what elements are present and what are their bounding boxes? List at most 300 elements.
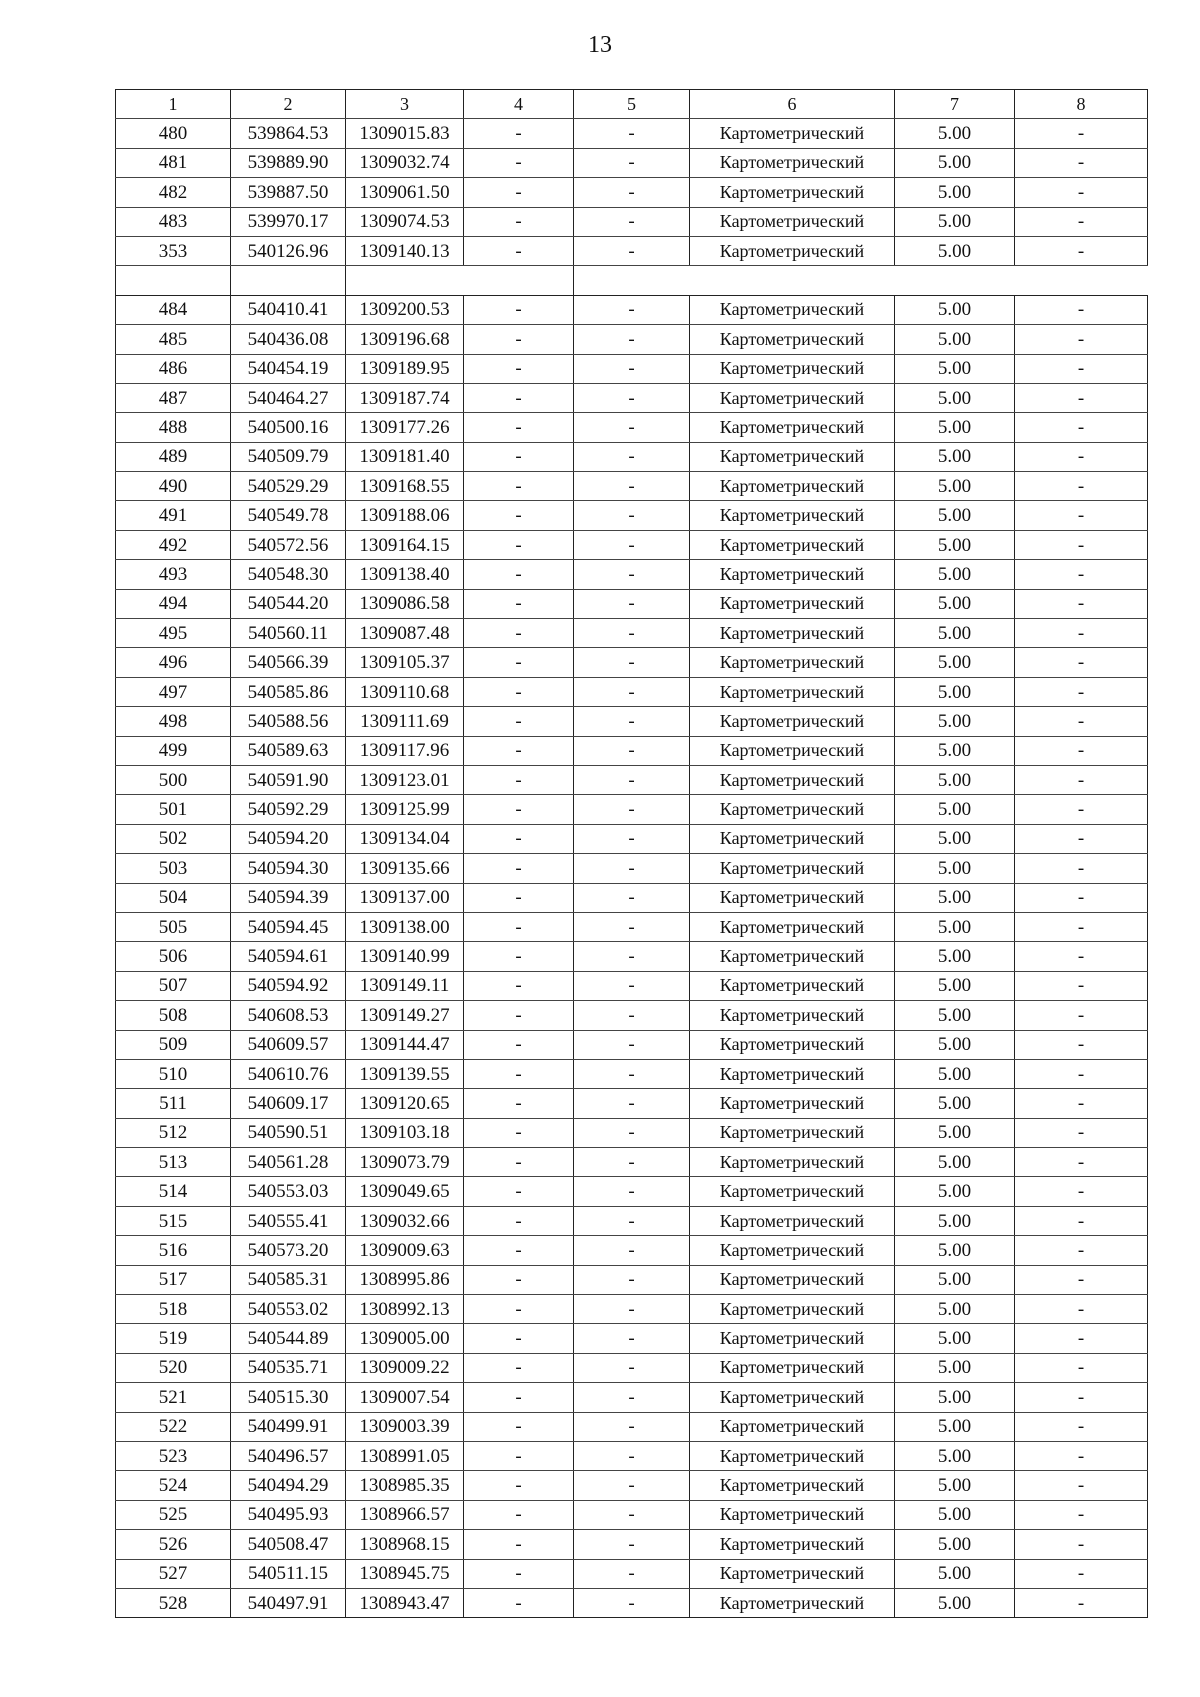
table-row [116,1441,1148,1470]
table-row [116,442,1148,471]
point-number-cell: 500 [116,765,231,794]
method-cell: Картометрический [690,1530,895,1559]
col-5-cell: - [574,854,690,883]
separator-cell [574,266,1148,295]
x-coordinate-cell: 540585.31 [231,1265,346,1294]
separator-row [116,266,1148,295]
col-8-cell: - [1015,824,1148,853]
col-5-cell: - [574,795,690,824]
method-cell: Картометрический [690,1441,895,1470]
col-5-cell: - [574,912,690,941]
col-4-cell: - [464,707,574,736]
col-4-cell: - [464,1177,574,1206]
col-8-cell: - [1015,1059,1148,1088]
col-5-cell: - [574,1383,690,1412]
table-row [116,1148,1148,1177]
point-number-cell: 353 [116,236,231,265]
column-header-2: 2 [231,90,346,119]
y-coordinate-cell: 1309189.95 [346,354,464,383]
table-row [116,178,1148,207]
table-row [116,589,1148,618]
y-coordinate-cell: 1309074.53 [346,207,464,236]
point-number-cell: 509 [116,1030,231,1059]
x-coordinate-cell: 540594.92 [231,971,346,1000]
table-row [116,1412,1148,1441]
point-number-cell: 521 [116,1383,231,1412]
accuracy-cell: 5.00 [895,736,1015,765]
x-coordinate-cell: 540608.53 [231,1001,346,1030]
col-5-cell: - [574,1324,690,1353]
point-number-cell: 491 [116,501,231,530]
column-header-1: 1 [116,90,231,119]
table-row [116,207,1148,236]
col-8-cell: - [1015,413,1148,442]
method-cell: Картометрический [690,1412,895,1441]
col-8-cell: - [1015,736,1148,765]
col-8-cell: - [1015,1530,1148,1559]
table-row [116,530,1148,559]
table-row [116,1353,1148,1382]
method-cell: Картометрический [690,1030,895,1059]
col-8-cell: - [1015,119,1148,148]
x-coordinate-cell: 540495.93 [231,1500,346,1529]
col-5-cell: - [574,648,690,677]
col-4-cell: - [464,1441,574,1470]
col-5-cell: - [574,1471,690,1500]
accuracy-cell: 5.00 [895,442,1015,471]
point-number-cell: 501 [116,795,231,824]
x-coordinate-cell: 540553.02 [231,1295,346,1324]
col-5-cell: - [574,677,690,706]
accuracy-cell: 5.00 [895,1059,1015,1088]
col-8-cell: - [1015,178,1148,207]
col-5-cell: - [574,942,690,971]
point-number-cell: 490 [116,472,231,501]
table-row [116,383,1148,412]
method-cell: Картометрический [690,501,895,530]
accuracy-cell: 5.00 [895,1177,1015,1206]
accuracy-cell: 5.00 [895,1500,1015,1529]
y-coordinate-cell: 1309117.96 [346,736,464,765]
x-coordinate-cell: 540592.29 [231,795,346,824]
table-row [116,971,1148,1000]
point-number-cell: 514 [116,1177,231,1206]
accuracy-cell: 5.00 [895,236,1015,265]
x-coordinate-cell: 540509.79 [231,442,346,471]
table-row [116,1089,1148,1118]
col-4-cell: - [464,1471,574,1500]
col-8-cell: - [1015,1353,1148,1382]
method-cell: Картометрический [690,442,895,471]
table-row [116,325,1148,354]
table-row [116,883,1148,912]
col-8-cell: - [1015,1412,1148,1441]
accuracy-cell: 5.00 [895,1030,1015,1059]
table-row [116,1588,1148,1617]
col-4-cell: - [464,119,574,148]
accuracy-cell: 5.00 [895,207,1015,236]
x-coordinate-cell: 540590.51 [231,1118,346,1147]
col-5-cell: - [574,589,690,618]
method-cell: Картометрический [690,707,895,736]
col-5-cell: - [574,1177,690,1206]
y-coordinate-cell: 1309181.40 [346,442,464,471]
x-coordinate-cell: 540585.86 [231,677,346,706]
point-number-cell: 507 [116,971,231,1000]
point-number-cell: 505 [116,912,231,941]
separator-cell [231,266,346,295]
col-5-cell: - [574,119,690,148]
y-coordinate-cell: 1309032.74 [346,148,464,177]
method-cell: Картометрический [690,677,895,706]
accuracy-cell: 5.00 [895,589,1015,618]
coordinates-table [115,89,1148,1618]
point-number-cell: 522 [116,1412,231,1441]
col-8-cell: - [1015,1500,1148,1529]
col-4-cell: - [464,472,574,501]
method-cell: Картометрический [690,912,895,941]
accuracy-cell: 5.00 [895,971,1015,1000]
y-coordinate-cell: 1309177.26 [346,413,464,442]
y-coordinate-cell: 1309187.74 [346,383,464,412]
point-number-cell: 518 [116,1295,231,1324]
y-coordinate-cell: 1309134.04 [346,824,464,853]
x-coordinate-cell: 540594.20 [231,824,346,853]
y-coordinate-cell: 1309105.37 [346,648,464,677]
col-8-cell: - [1015,677,1148,706]
col-4-cell: - [464,971,574,1000]
y-coordinate-cell: 1309125.99 [346,795,464,824]
col-4-cell: - [464,1236,574,1265]
column-header-7: 7 [895,90,1015,119]
accuracy-cell: 5.00 [895,1588,1015,1617]
col-8-cell: - [1015,501,1148,530]
x-coordinate-cell: 540544.20 [231,589,346,618]
method-cell: Картометрический [690,236,895,265]
y-coordinate-cell: 1309140.99 [346,942,464,971]
table-row [116,1001,1148,1030]
col-5-cell: - [574,178,690,207]
accuracy-cell: 5.00 [895,295,1015,324]
table-row [116,119,1148,148]
point-number-cell: 516 [116,1236,231,1265]
x-coordinate-cell: 540410.41 [231,295,346,324]
col-5-cell: - [574,383,690,412]
col-4-cell: - [464,413,574,442]
col-8-cell: - [1015,1559,1148,1588]
col-4-cell: - [464,442,574,471]
point-number-cell: 513 [116,1148,231,1177]
method-cell: Картометрический [690,148,895,177]
col-4-cell: - [464,912,574,941]
col-4-cell: - [464,942,574,971]
point-number-cell: 497 [116,677,231,706]
y-coordinate-cell: 1309196.68 [346,325,464,354]
method-cell: Картометрический [690,413,895,442]
col-8-cell: - [1015,1206,1148,1235]
col-4-cell: - [464,1030,574,1059]
col-8-cell: - [1015,1295,1148,1324]
accuracy-cell: 5.00 [895,119,1015,148]
col-5-cell: - [574,236,690,265]
table-row [116,295,1148,324]
x-coordinate-cell: 540591.90 [231,765,346,794]
method-cell: Картометрический [690,560,895,589]
point-number-cell: 520 [116,1353,231,1382]
y-coordinate-cell: 1309138.40 [346,560,464,589]
col-4-cell: - [464,1530,574,1559]
col-4-cell: - [464,148,574,177]
accuracy-cell: 5.00 [895,824,1015,853]
col-4-cell: - [464,589,574,618]
x-coordinate-cell: 540548.30 [231,560,346,589]
point-number-cell: 525 [116,1500,231,1529]
accuracy-cell: 5.00 [895,1471,1015,1500]
y-coordinate-cell: 1309123.01 [346,765,464,794]
col-4-cell: - [464,619,574,648]
x-coordinate-cell: 540594.39 [231,883,346,912]
col-5-cell: - [574,325,690,354]
x-coordinate-cell: 540126.96 [231,236,346,265]
col-4-cell: - [464,1148,574,1177]
col-8-cell: - [1015,1588,1148,1617]
method-cell: Картометрический [690,1383,895,1412]
table-row [116,707,1148,736]
table-row [116,1236,1148,1265]
accuracy-cell: 5.00 [895,648,1015,677]
accuracy-cell: 5.00 [895,383,1015,412]
y-coordinate-cell: 1309009.63 [346,1236,464,1265]
point-number-cell: 487 [116,383,231,412]
x-coordinate-cell: 540549.78 [231,501,346,530]
y-coordinate-cell: 1309073.79 [346,1148,464,1177]
col-5-cell: - [574,413,690,442]
col-4-cell: - [464,1353,574,1382]
y-coordinate-cell: 1309144.47 [346,1030,464,1059]
table-row [116,1030,1148,1059]
point-number-cell: 483 [116,207,231,236]
accuracy-cell: 5.00 [895,795,1015,824]
point-number-cell: 492 [116,530,231,559]
table-row [116,472,1148,501]
col-8-cell: - [1015,619,1148,648]
method-cell: Картометрический [690,1236,895,1265]
method-cell: Картометрический [690,795,895,824]
col-4-cell: - [464,736,574,765]
method-cell: Картометрический [690,295,895,324]
col-8-cell: - [1015,148,1148,177]
col-5-cell: - [574,1353,690,1382]
col-4-cell: - [464,883,574,912]
col-4-cell: - [464,648,574,677]
point-number-cell: 510 [116,1059,231,1088]
point-number-cell: 526 [116,1530,231,1559]
x-coordinate-cell: 540553.03 [231,1177,346,1206]
point-number-cell: 524 [116,1471,231,1500]
accuracy-cell: 5.00 [895,413,1015,442]
col-4-cell: - [464,1206,574,1235]
table-row [116,501,1148,530]
point-number-cell: 506 [116,942,231,971]
table-row [116,236,1148,265]
accuracy-cell: 5.00 [895,1324,1015,1353]
x-coordinate-cell: 540535.71 [231,1353,346,1382]
point-number-cell: 528 [116,1588,231,1617]
table-row [116,1530,1148,1559]
y-coordinate-cell: 1309139.55 [346,1059,464,1088]
col-5-cell: - [574,1148,690,1177]
y-coordinate-cell: 1309138.00 [346,912,464,941]
col-8-cell: - [1015,354,1148,383]
accuracy-cell: 5.00 [895,677,1015,706]
point-number-cell: 481 [116,148,231,177]
method-cell: Картометрический [690,1118,895,1147]
point-number-cell: 527 [116,1559,231,1588]
col-8-cell: - [1015,442,1148,471]
point-number-cell: 489 [116,442,231,471]
col-4-cell: - [464,677,574,706]
table-row [116,1295,1148,1324]
method-cell: Картометрический [690,765,895,794]
col-4-cell: - [464,236,574,265]
col-8-cell: - [1015,707,1148,736]
col-4-cell: - [464,1118,574,1147]
col-5-cell: - [574,442,690,471]
y-coordinate-cell: 1309135.66 [346,854,464,883]
accuracy-cell: 5.00 [895,1530,1015,1559]
y-coordinate-cell: 1309149.11 [346,971,464,1000]
col-4-cell: - [464,1412,574,1441]
x-coordinate-cell: 540499.91 [231,1412,346,1441]
point-number-cell: 517 [116,1265,231,1294]
method-cell: Картометрический [690,854,895,883]
col-8-cell: - [1015,1471,1148,1500]
accuracy-cell: 5.00 [895,883,1015,912]
col-5-cell: - [574,824,690,853]
page-number: 13 [588,32,612,58]
x-coordinate-cell: 539889.90 [231,148,346,177]
col-5-cell: - [574,1265,690,1294]
col-5-cell: - [574,148,690,177]
accuracy-cell: 5.00 [895,1236,1015,1265]
method-cell: Картометрический [690,619,895,648]
col-4-cell: - [464,1383,574,1412]
col-4-cell: - [464,1265,574,1294]
col-8-cell: - [1015,1383,1148,1412]
x-coordinate-cell: 540588.56 [231,707,346,736]
col-5-cell: - [574,1089,690,1118]
col-5-cell: - [574,707,690,736]
table-row [116,824,1148,853]
accuracy-cell: 5.00 [895,472,1015,501]
method-cell: Картометрический [690,383,895,412]
y-coordinate-cell: 1309111.69 [346,707,464,736]
accuracy-cell: 5.00 [895,1089,1015,1118]
y-coordinate-cell: 1309164.15 [346,530,464,559]
col-4-cell: - [464,325,574,354]
x-coordinate-cell: 540454.19 [231,354,346,383]
point-number-cell: 511 [116,1089,231,1118]
col-4-cell: - [464,560,574,589]
point-number-cell: 486 [116,354,231,383]
method-cell: Картометрический [690,1177,895,1206]
method-cell: Картометрический [690,178,895,207]
table-row [116,912,1148,941]
method-cell: Картометрический [690,1265,895,1294]
point-number-cell: 498 [116,707,231,736]
col-8-cell: - [1015,1148,1148,1177]
col-4-cell: - [464,383,574,412]
col-8-cell: - [1015,912,1148,941]
x-coordinate-cell: 540508.47 [231,1530,346,1559]
method-cell: Картометрический [690,1089,895,1118]
accuracy-cell: 5.00 [895,912,1015,941]
accuracy-cell: 5.00 [895,1206,1015,1235]
method-cell: Картометрический [690,736,895,765]
y-coordinate-cell: 1309005.00 [346,1324,464,1353]
table-row [116,765,1148,794]
y-coordinate-cell: 1308991.05 [346,1441,464,1470]
method-cell: Картометрический [690,883,895,912]
point-number-cell: 496 [116,648,231,677]
table-row [116,1500,1148,1529]
method-cell: Картометрический [690,1353,895,1382]
col-5-cell: - [574,501,690,530]
column-header-8: 8 [1015,90,1148,119]
col-8-cell: - [1015,1236,1148,1265]
x-coordinate-cell: 540609.17 [231,1089,346,1118]
col-8-cell: - [1015,1001,1148,1030]
accuracy-cell: 5.00 [895,530,1015,559]
method-cell: Картометрический [690,207,895,236]
x-coordinate-cell: 540594.30 [231,854,346,883]
point-number-cell: 503 [116,854,231,883]
x-coordinate-cell: 540572.56 [231,530,346,559]
col-8-cell: - [1015,472,1148,501]
accuracy-cell: 5.00 [895,178,1015,207]
x-coordinate-cell: 540594.45 [231,912,346,941]
col-5-cell: - [574,472,690,501]
accuracy-cell: 5.00 [895,765,1015,794]
y-coordinate-cell: 1309007.54 [346,1383,464,1412]
col-5-cell: - [574,765,690,794]
x-coordinate-cell: 539970.17 [231,207,346,236]
x-coordinate-cell: 540573.20 [231,1236,346,1265]
table-row [116,413,1148,442]
col-5-cell: - [574,1588,690,1617]
column-header-5: 5 [574,90,690,119]
separator-cell [346,266,574,295]
method-cell: Картометрический [690,1148,895,1177]
accuracy-cell: 5.00 [895,1295,1015,1324]
method-cell: Картометрический [690,472,895,501]
col-5-cell: - [574,1295,690,1324]
col-4-cell: - [464,295,574,324]
accuracy-cell: 5.00 [895,1265,1015,1294]
col-8-cell: - [1015,1030,1148,1059]
x-coordinate-cell: 540561.28 [231,1148,346,1177]
col-8-cell: - [1015,795,1148,824]
accuracy-cell: 5.00 [895,1353,1015,1382]
x-coordinate-cell: 539887.50 [231,178,346,207]
table-row [116,619,1148,648]
col-4-cell: - [464,1588,574,1617]
col-4-cell: - [464,178,574,207]
column-header-6: 6 [690,90,895,119]
table-row [116,648,1148,677]
method-cell: Картометрический [690,119,895,148]
point-number-cell: 485 [116,325,231,354]
